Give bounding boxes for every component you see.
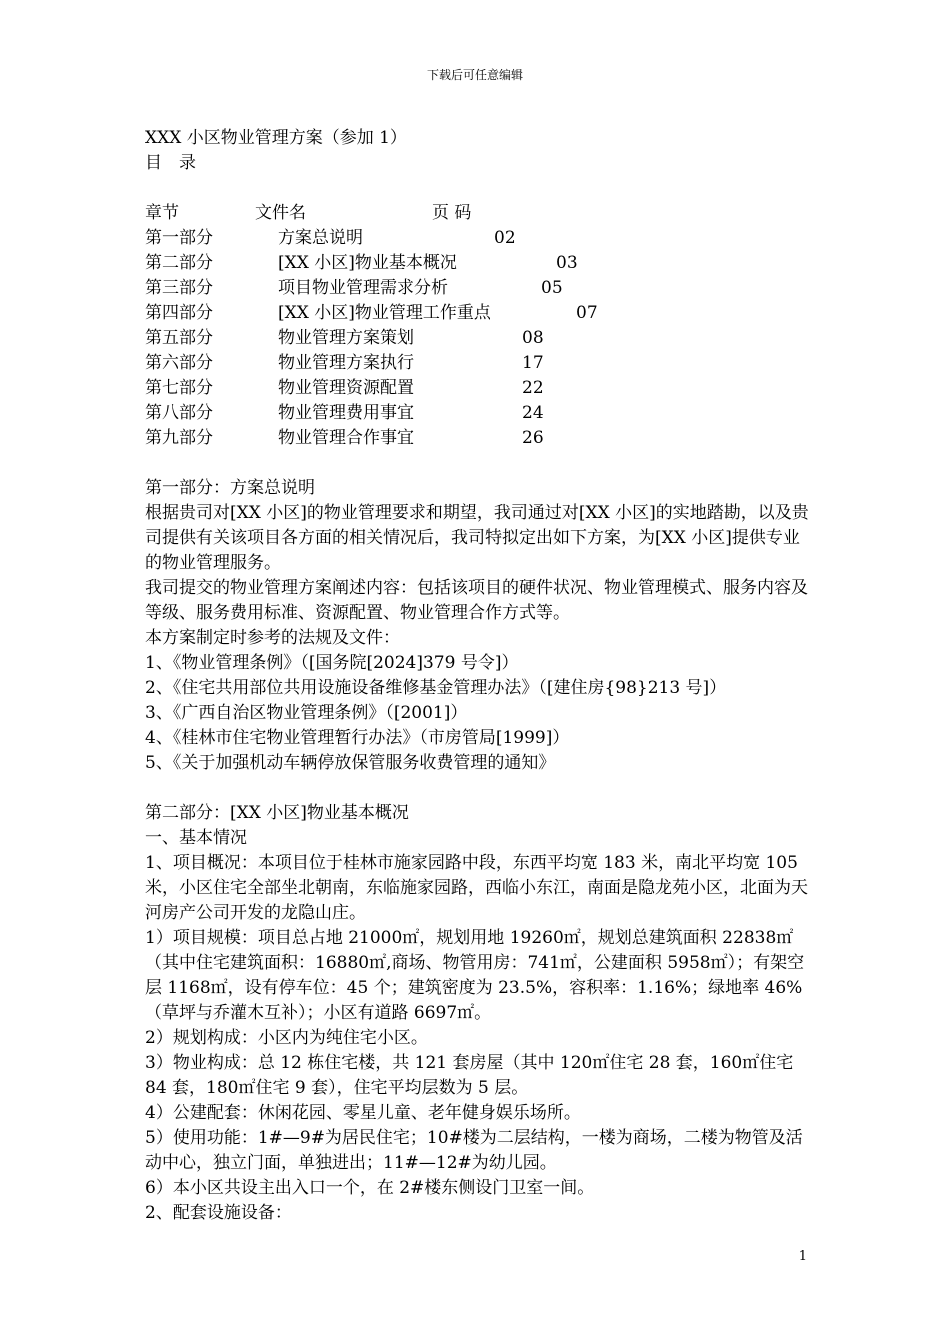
toc-part: 第八部分 bbox=[145, 403, 213, 423]
toc-header-page: 页 码 bbox=[432, 203, 472, 223]
toc-page: 24 bbox=[522, 403, 544, 423]
document-title: XXX 小区物业管理方案（参加 1） bbox=[145, 128, 407, 148]
document-body bbox=[145, 126, 810, 1226]
toc-header-row bbox=[145, 201, 810, 226]
toc-row bbox=[145, 426, 810, 451]
section1-paragraph: 本方案制定时参考的法规及文件： bbox=[145, 628, 400, 648]
toc-name: 物业管理方案执行 bbox=[278, 353, 414, 373]
toc-row bbox=[145, 301, 810, 326]
reference-item: 2、《住宅共用部位共用设施设备维修基金管理办法》（[建住房{98}213 号]） bbox=[145, 678, 727, 698]
toc-title: 目 录 bbox=[145, 153, 196, 173]
reference-item: 1、《物业管理条例》（[国务院[2024]379 号令]） bbox=[145, 653, 519, 673]
toc-row bbox=[145, 401, 810, 426]
toc-page: 05 bbox=[541, 278, 563, 298]
toc-name: 方案总说明 bbox=[278, 228, 363, 248]
section2-subheading: 一、基本情况 bbox=[145, 828, 247, 848]
toc-row bbox=[145, 351, 810, 376]
toc-part: 第五部分 bbox=[145, 328, 213, 348]
toc-row bbox=[145, 376, 810, 401]
reference-item: 5、《关于加强机动车辆停放保管服务收费管理的通知》 bbox=[145, 753, 556, 773]
toc-name: [XX 小区]物业管理工作重点 bbox=[278, 303, 491, 323]
reference-item: 4、《桂林市住宅物业管理暂行办法》（市房管局[1999]） bbox=[145, 728, 570, 748]
page-number: 1 bbox=[798, 1249, 807, 1264]
toc-part: 第三部分 bbox=[145, 278, 213, 298]
section1-paragraph: 根据贵司对[XX 小区]的物业管理要求和期望，我司通过对[XX 小区]的实地踏勘，以及贵司提供有关该项目各方面的相关情况后，我司特拟定出如下方案，为[XX 小区]提供专业的物业管理服务。 bbox=[145, 503, 809, 573]
toc-page: 26 bbox=[522, 428, 544, 448]
toc-page: 08 bbox=[522, 328, 544, 348]
toc-page: 17 bbox=[522, 353, 544, 373]
toc-page: 22 bbox=[522, 378, 544, 398]
toc-header-chapter: 章节 bbox=[145, 203, 179, 223]
toc-name: [XX 小区]物业基本概况 bbox=[278, 253, 457, 273]
toc-row bbox=[145, 226, 810, 251]
toc-name: 物业管理方案策划 bbox=[278, 328, 414, 348]
toc-part: 第九部分 bbox=[145, 428, 213, 448]
reference-item: 3、《广西自治区物业管理条例》（[2001]） bbox=[145, 703, 468, 723]
toc-page: 02 bbox=[494, 228, 516, 248]
toc-row bbox=[145, 326, 810, 351]
toc-part: 第一部分 bbox=[145, 228, 213, 248]
toc-header-file: 文件名 bbox=[255, 203, 306, 223]
section2-paragraph: 1、项目概况：本项目位于桂林市施家园路中段，东西平均宽 183 米，南北平均宽 105 米，小区住宅全部坐北朝南，东临施家园路，西临小东江，南面是隐龙苑小区，北面为天河房产公司开发的龙隐山庄。 bbox=[145, 853, 808, 923]
section1-heading: 第一部分：方案总说明 bbox=[145, 478, 315, 498]
section2-paragraph: 3）物业构成：总 12 栋住宅楼，共 121 套房屋（其中 120㎡住宅 28 套，160㎡住宅 84 套，180㎡住宅 9 套），住宅平均层数为 5 层。 bbox=[145, 1053, 794, 1098]
section2-paragraph: 5）使用功能：1#—9#为居民住宅；10#楼为二层结构，一楼为商场，二楼为物管及活动中心，独立门面，单独进出；11#—12#为幼儿园。 bbox=[145, 1128, 803, 1173]
toc-page: 07 bbox=[576, 303, 598, 323]
toc-part: 第二部分 bbox=[145, 253, 213, 273]
toc-row bbox=[145, 251, 810, 276]
toc-page: 03 bbox=[556, 253, 578, 273]
toc-row bbox=[145, 276, 810, 301]
toc-part: 第六部分 bbox=[145, 353, 213, 373]
section1-paragraph: 我司提交的物业管理方案阐述内容：包括该项目的硬件状况、物业管理模式、服务内容及等级、服务费用标准、资源配置、物业管理合作方式等。 bbox=[145, 578, 808, 623]
section2-paragraph: 2）规划构成：小区内为纯住宅小区。 bbox=[145, 1028, 428, 1048]
section2-paragraph: 6）本小区共设主出入口一个，在 2#楼东侧设门卫室一间。 bbox=[145, 1178, 595, 1198]
toc-name: 物业管理费用事宜 bbox=[278, 403, 414, 423]
section2-paragraph: 4）公建配套：休闲花园、零星儿童、老年健身娱乐场所。 bbox=[145, 1103, 581, 1123]
section2-heading: 第二部分：[XX 小区]物业基本概况 bbox=[145, 803, 409, 823]
section2-paragraph: 2、配套设施设备： bbox=[145, 1203, 292, 1223]
toc-part: 第七部分 bbox=[145, 378, 213, 398]
page-header: 下载后可任意编辑 bbox=[426, 68, 523, 82]
section2-paragraph: 1）项目规模：项目总占地 21000㎡，规划用地 19260㎡，规划总建筑面积 22838㎡（其中住宅建筑面积：16880㎡,商场、物管用房：741㎡，公建面积 5958㎡）；有架空层 1168㎡，设有停车位：45 个；建筑密度为 23.5%，容积率：1.16%；绿地率 46%（草坪与乔灌木互补）；小区有道路 6697㎡。 bbox=[145, 928, 805, 1023]
toc-part: 第四部分 bbox=[145, 303, 213, 323]
toc-name: 项目物业管理需求分析 bbox=[278, 278, 448, 298]
toc-name: 物业管理资源配置 bbox=[278, 378, 414, 398]
toc-name: 物业管理合作事宜 bbox=[278, 428, 414, 448]
